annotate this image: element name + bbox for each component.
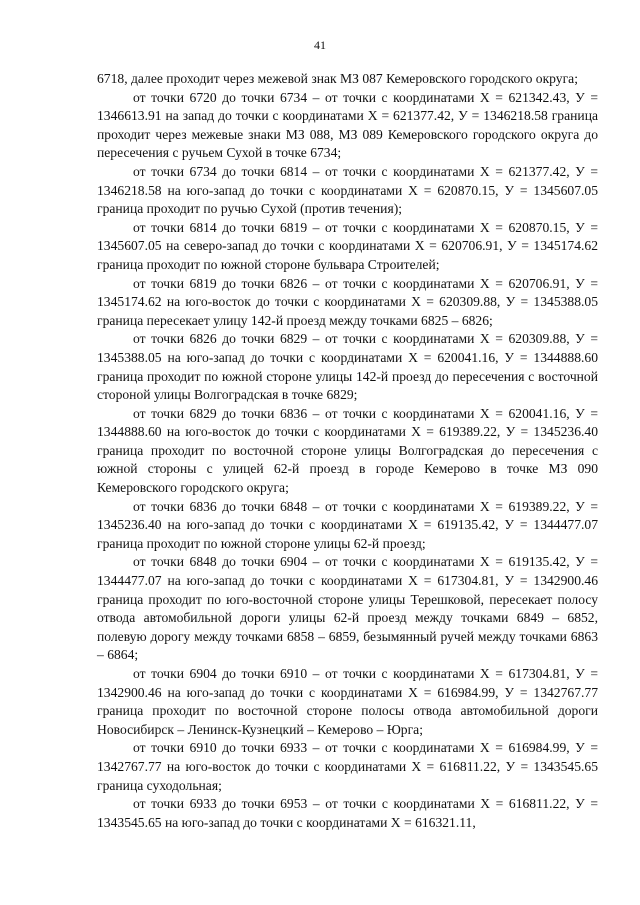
paragraph: от точки 6826 до точки 6829 – от точки с координатами Х = 620309.88, У = 1345388.05 на юго-запад до точки с координатами Х = 620041.16, У = 1344888.60 граница проходит по южной стороне улицы 142-й проезд до пересечения с восточной стороной улицы Волгоградская в точке 6829; xyxy=(97,331,598,403)
page-number: 41 xyxy=(314,38,326,52)
paragraph: от точки 6814 до точки 6819 – от точки с координатами Х = 620870.15, У = 1345607.05 на северо-запад до точки с координатами Х = 620706.91, У = 1345174.62 граница проходит по южной стороне бульвара Строителей; xyxy=(97,219,598,272)
paragraph: от точки 6836 до точки 6848 – от точки с координатами Х = 619389.22, У = 1345236.40 на юго-запад до точки с координатами Х = 619135.42, У = 1344477.07 граница проходит по южной стороне улицы 62-й проезд; xyxy=(97,498,598,551)
paragraph: от точки 6848 до точки 6904 – от точки с координатами Х = 619135.42, У = 1344477.07 на юго-запад до точки с координатами Х = 617304.81, У = 1342900.46 граница проходит по юго-восточной стороне улицы Терешковой, пересекает полосу отвода автомобильной дороги улицы 62-й проезд между точками 6849 – 6852, полевую дорогу между точками 6858 – 6859, безымянный ручей между точками 6863 – 6864; xyxy=(97,554,598,663)
paragraph: от точки 6829 до точки 6836 – от точки с координатами Х = 620041.16, У = 1344888.60 на юго-восток до точки с координатами Х = 619389.22, У = 1345236.40 граница проходит по восточной стороне улицы Волгоградская до пересечения с южной стороны с улицей 62-й проезд в городе Кемерово в точке МЗ 090 Кемеровского городского округа; xyxy=(97,405,598,496)
paragraph: от точки 6734 до точки 6814 – от точки с координатами Х = 621377.42, У = 1346218.58 на юго-запад до точки с координатами Х = 620870.15, У = 1345607.05 граница проходит по ручью Сухой (против течения); xyxy=(97,163,598,217)
paragraph: от точки 6819 до точки 6826 – от точки с координатами Х = 620706.91, У = 1345174.62 на юго-восток до точки с координатами Х = 620309.88, У = 1345388.05 граница пересекает улицу 142-й проезд между точками 6825 – 6826; xyxy=(97,275,598,328)
paragraph: от точки 6933 до точки 6953 – от точки с координатами Х = 616811.22, У = 1343545.65 на юго-запад до точки с координатами Х = 616321.11, xyxy=(97,796,598,830)
document-body xyxy=(97,70,598,832)
paragraph: от точки 6904 до точки 6910 – от точки с координатами Х = 617304.81, У = 1342900.46 на юго-запад до точки с координатами Х = 616984.99, У = 1342767.77 граница проходит по восточной стороне полосы отвода автомобильной дороги Новосибирск – Ленинск-Кузнецкий – Кемерово – Юрга; xyxy=(97,666,598,737)
paragraph: 6718, далее проходит через межевой знак МЗ 087 Кемеровского городского округа; xyxy=(97,71,578,86)
paragraph: от точки 6720 до точки 6734 – от точки с координатами Х = 621342.43, У = 1346613.91 на запад до точки с координатами Х = 621377.42, У = 1346218.58 граница проходит через межевые знаки МЗ 088, МЗ 089 Кемеровского городского округа до пересечения с ручьем Сухой в точке 6734; xyxy=(97,89,598,161)
paragraph: от точки 6910 до точки 6933 – от точки с координатами Х = 616984.99, У = 1342767.77 на юго-восток до точки с координатами Х = 616811.22, У = 1343545.65 граница суходольная; xyxy=(97,740,598,793)
